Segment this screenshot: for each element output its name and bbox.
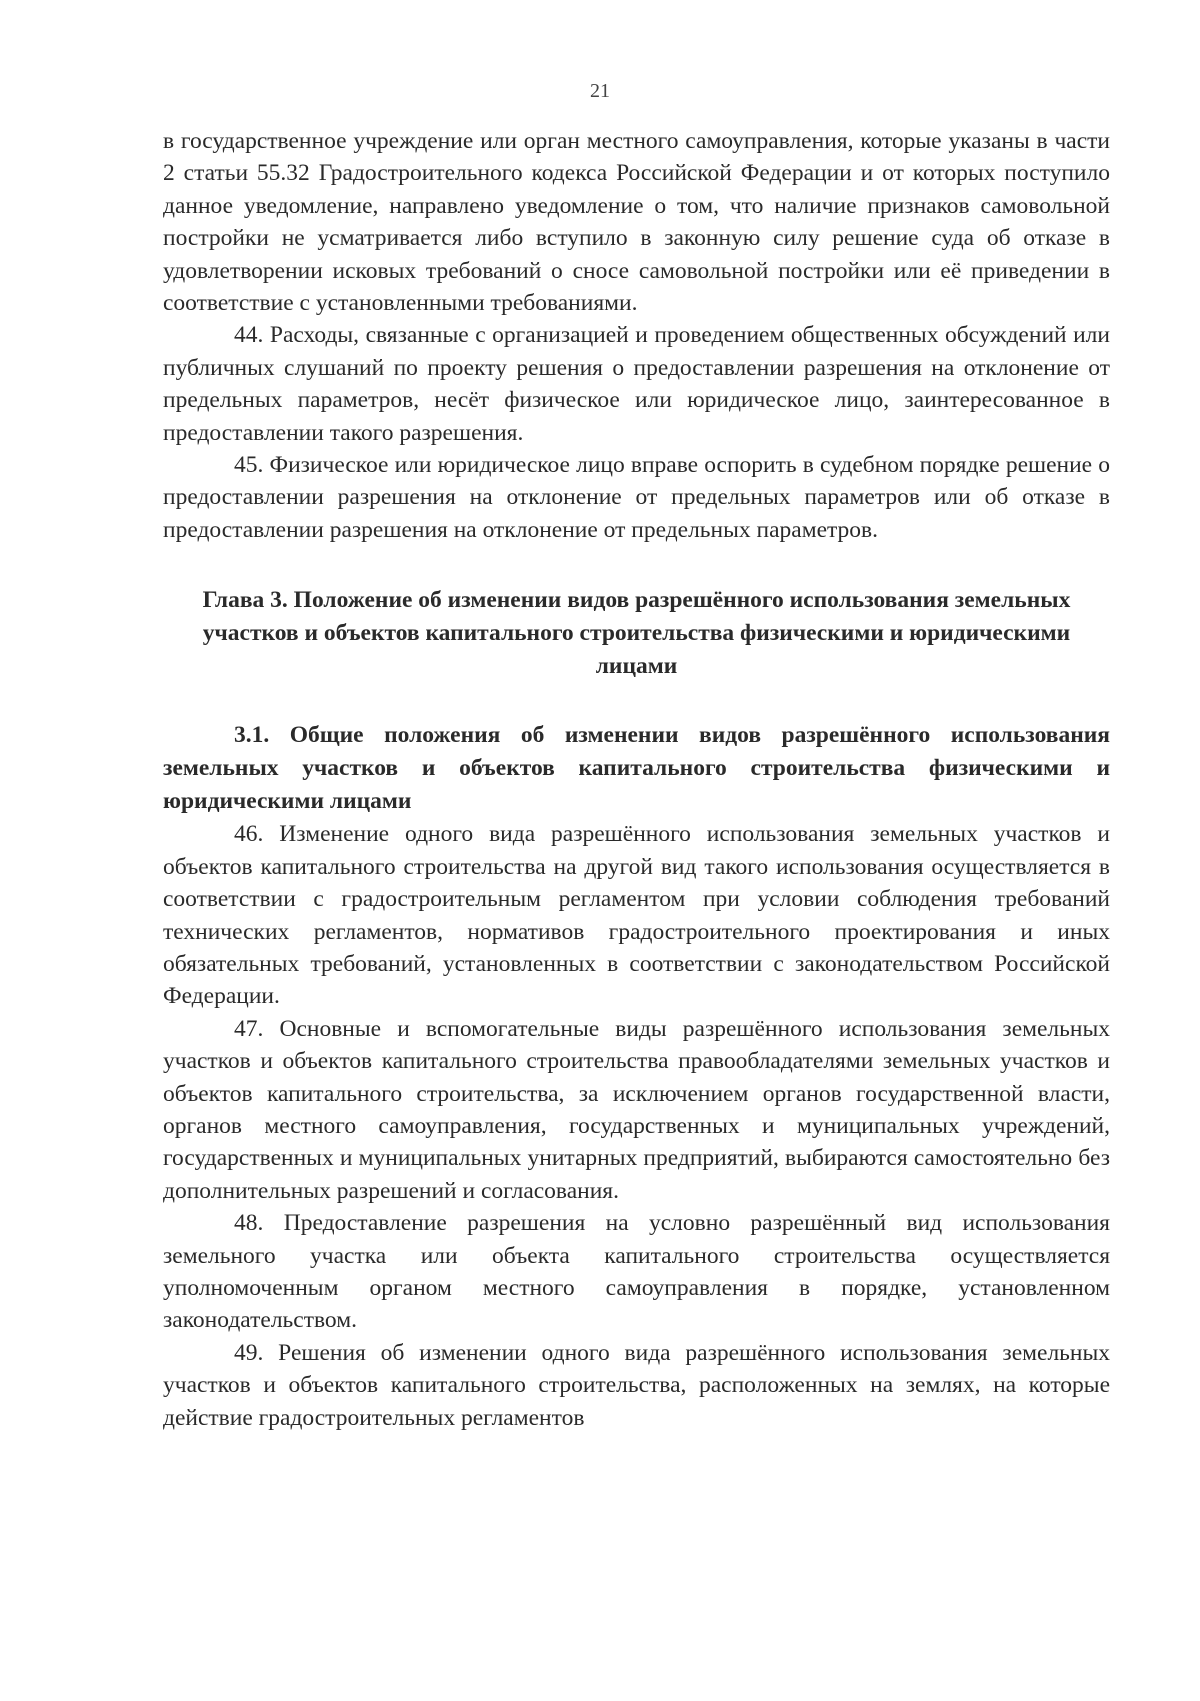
- paragraph-continuation: в государственное учреждение или орган местного самоуправления, которые указаны в части 2 статьи 55.32 Градостроительного кодекса Российской Федерации и от которых поступило данное уведомление, направлено уведомление о том, что наличие признаков самовольной постройки не усматривается либо вступило в законную силу решение суда об отказе в удовлетворении исковых требований о сносе самовольной постройки или её приведении в соответствие с установленными требованиями.: [163, 128, 1110, 317]
- page-number: 21: [590, 80, 610, 102]
- paragraph-46: 46. Изменение одного вида разрешённого использования земельных участков и объектов капитального строительства на другой вид такого использования осуществляется в соответствии с градостроительным регламентом при условии соблюдения требований технических регламентов, нормативов градостроительного проектирования и иных обязательных требований, установленных в соответствии с законодательством Российской Федерации.: [163, 821, 1110, 1010]
- document-body: [163, 125, 1110, 1434]
- chapter-heading: Глава 3. Положение об изменении видов разрешённого использования земельных участков и объектов капитального строительства физическими и юридическими лицами: [202, 587, 1071, 680]
- paragraph-47: 47. Основные и вспомогательные виды разрешённого использования земельных участков и объектов капитального строительства правообладателями земельных участков и объектов капитального строительства, за исключением органов государственной власти, органов местного самоуправления, государственных и муниципальных учреждений, государственных и муниципальных унитарных предприятий, выбираются самостоятельно без дополнительных разрешений и согласования.: [163, 1015, 1110, 1204]
- paragraph-45: 45. Физическое или юридическое лицо вправе оспорить в судебном порядке решение о предоставлении разрешения на отклонение от предельных параметров или об отказе в предоставлении разрешения на отклонение от предельных параметров.: [163, 452, 1110, 543]
- paragraph-48: 48. Предоставление разрешения на условно разрешённый вид использования земельного участка или объекта капитального строительства осуществляется уполномоченным органом местного самоуправления в порядке, установленном законодательством.: [163, 1210, 1110, 1334]
- paragraph-44: 44. Расходы, связанные с организацией и проведением общественных обсуждений или публичных слушаний по проекту решения о предоставлении разрешения на отклонение от предельных параметров, несёт физическое или юридическое лицо, заинтересованное в предоставлении такого разрешения.: [163, 322, 1110, 446]
- section-heading: 3.1. Общие положения об изменении видов разрешённого использования земельных участков и объектов капитального строительства физическими и юридическими лицами: [163, 722, 1110, 815]
- paragraph-49: 49. Решения об изменении одного вида разрешённого использования земельных участков и объектов капитального строительства, расположенных на землях, на которые действие градостроительных регламентов: [163, 1339, 1110, 1431]
